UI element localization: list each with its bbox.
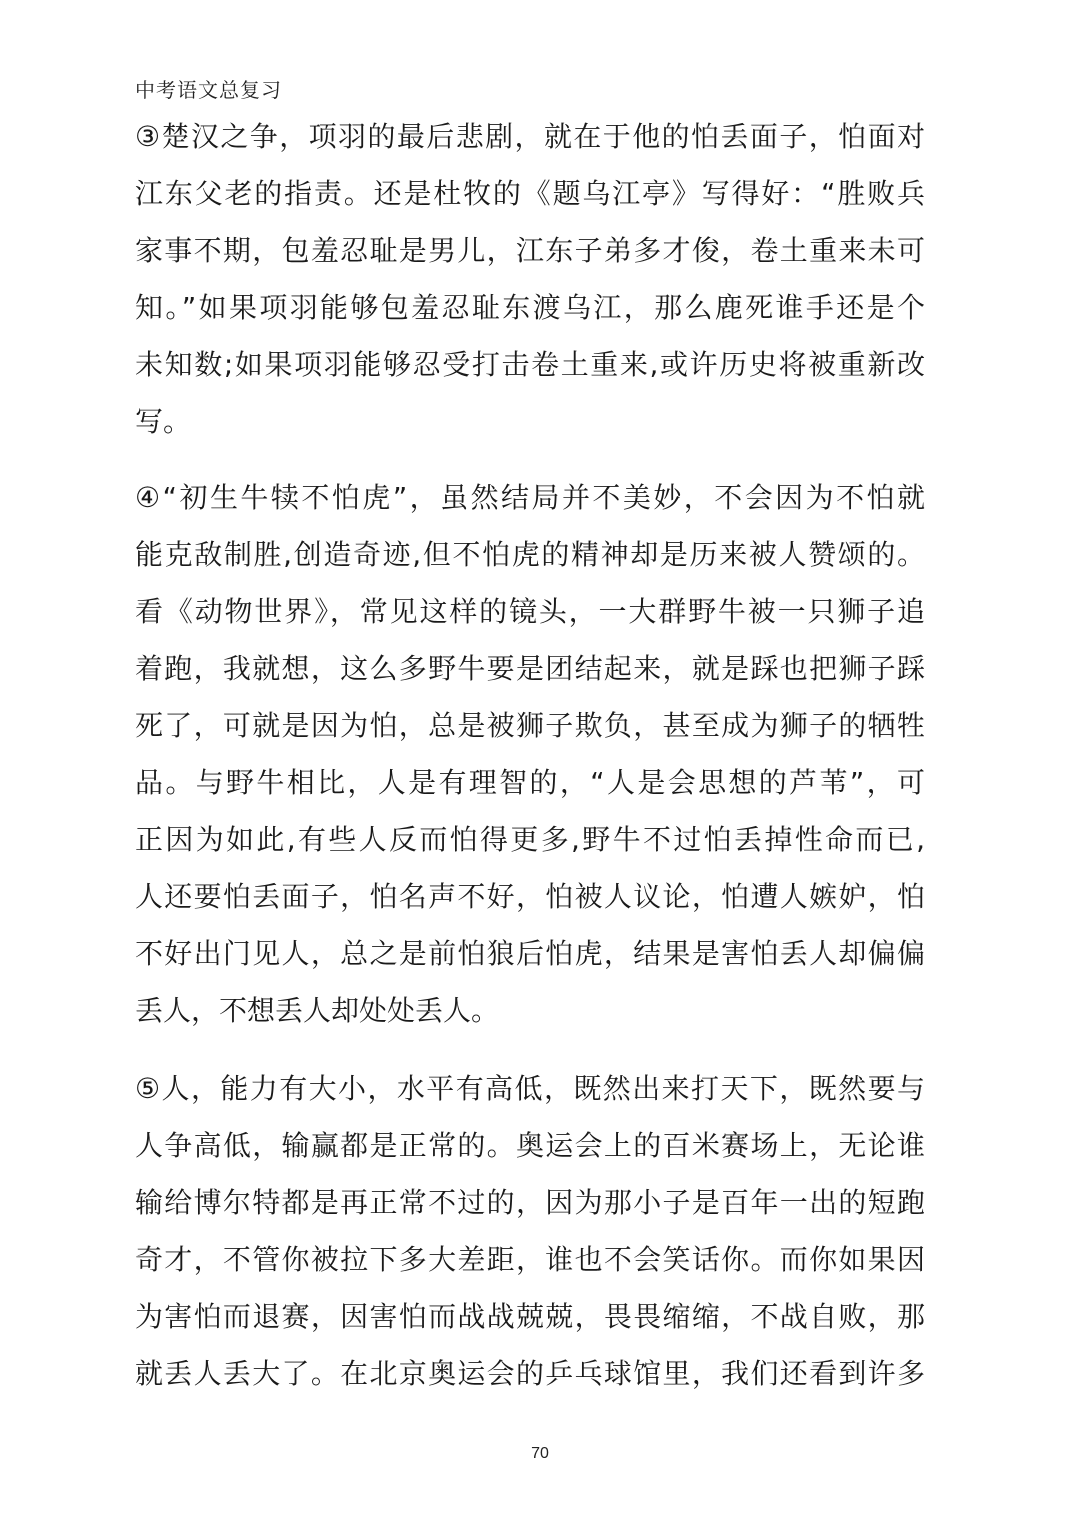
text-line: ③楚汉之争，项羽的最后悲剧，就在于他的怕丢面子，怕面对 xyxy=(135,120,925,153)
page-header-title: 中考语文总复习 xyxy=(135,78,282,102)
text-line: 不好出门见人，总之是前怕狼后怕虎，结果是害怕丢人却偏偏 xyxy=(135,937,925,970)
text-line: 着跑，我就想，这么多野牛要是团结起来，就是踩也把狮子踩 xyxy=(135,652,925,685)
text-line: 输给博尔特都是再正常不过的，因为那小子是百年一出的短跑 xyxy=(135,1186,925,1219)
text-line: ④“初生牛犊不怕虎”，虽然结局并不美妙，不会因为不怕就 xyxy=(135,481,925,514)
text-line: 丢人，不想丢人却处处丢人。 xyxy=(135,994,500,1027)
text-line: 能克敌制胜,创造奇迹,但不怕虎的精神却是历来被人赞颂的。 xyxy=(135,538,925,571)
text-line: 江东父老的指责。还是杜牧的《题乌江亭》写得好：“胜败兵 xyxy=(135,177,925,210)
text-line: 品。与野牛相比，人是有理智的，“人是会思想的芦苇”，可 xyxy=(135,766,925,799)
page-number: 70 xyxy=(531,1445,549,1462)
text-line: 写。 xyxy=(135,405,192,438)
paragraph-5 xyxy=(135,1060,925,1402)
text-line: ⑤人，能力有大小，水平有高低，既然出来打天下，既然要与 xyxy=(135,1072,925,1105)
paragraph-4 xyxy=(135,469,925,1039)
text-line: 人争高低，输赢都是正常的。奥运会上的百米赛场上，无论谁 xyxy=(135,1129,925,1162)
text-line: 正因为如此,有些人反而怕得更多,野牛不过怕丢掉性命而已, xyxy=(135,823,925,856)
text-line: 知。”如果项羽能够包羞忍耻东渡乌江，那么鹿死谁手还是个 xyxy=(135,291,925,324)
text-line: 死了，可就是因为怕，总是被狮子欺负，甚至成为狮子的牺牲 xyxy=(135,709,925,742)
text-line: 人还要怕丢面子，怕名声不好，怕被人议论，怕遭人嫉妒，怕 xyxy=(135,880,925,913)
text-line: 就丢人丢大了。在北京奥运会的乒乓球馆里，我们还看到许多 xyxy=(135,1357,925,1390)
text-line: 奇才，不管你被拉下多大差距，谁也不会笑话你。而你如果因 xyxy=(135,1243,925,1276)
text-line: 家事不期，包羞忍耻是男儿，江东子弟多才俊，卷土重来未可 xyxy=(135,234,925,267)
text-line: 为害怕而退赛，因害怕而战战兢兢，畏畏缩缩，不战自败，那 xyxy=(135,1300,925,1333)
text-line: 未知数;如果项羽能够忍受打击卷土重来,或许历史将被重新改 xyxy=(135,348,925,381)
text-line: 看《动物世界》，常见这样的镜头，一大群野牛被一只狮子追 xyxy=(135,595,925,628)
paragraph-3 xyxy=(135,108,925,450)
